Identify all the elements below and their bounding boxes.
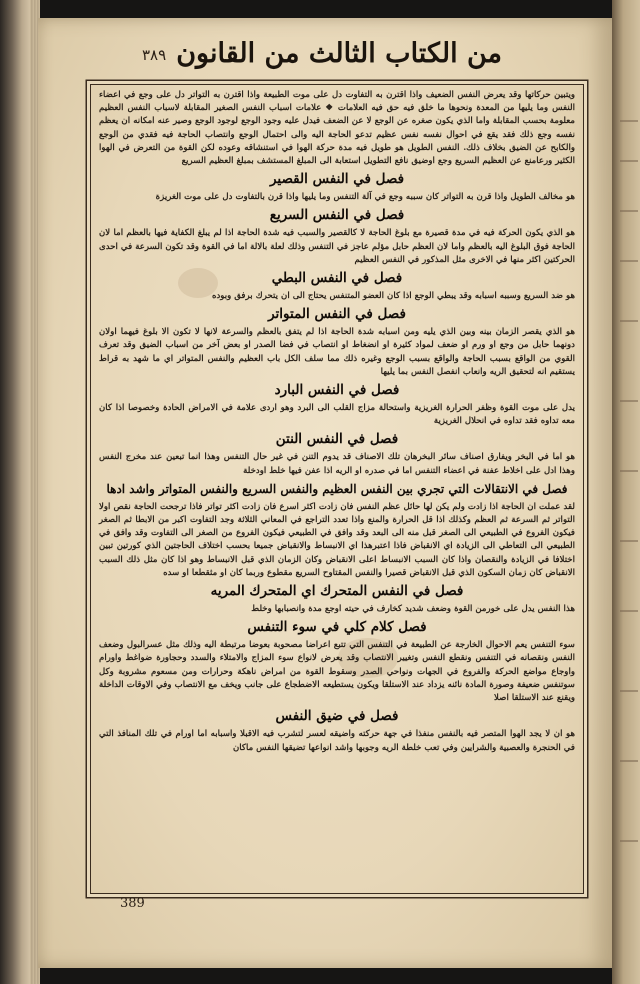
section-heading: فصل في النفس المتحرك اي المتحرك المريه (210, 583, 464, 600)
section-paragraph: هو مخالف الطويل واذا قرن به التواتر كان سببه وجع في آلة التنفس وما يليها واذا قرن بالتفاوت دل على موت الغريزة (155, 192, 575, 203)
text-body (99, 89, 575, 889)
facing-page-edge (612, 0, 640, 984)
page-number-bottom: 389 (120, 896, 145, 911)
page-number-top: ٣٨٩ (142, 46, 167, 64)
book-spine-page-edges (0, 0, 40, 984)
section-heading: فصل في ضيق النفس (275, 708, 399, 725)
section-paragraph: هو ضد السريع وسببه اسبابه وقد يبطي الوجع اذا كان العضو المتنفس يحتاج الى ان يتحرك برفق وبوده (211, 291, 575, 302)
section-paragraph: يدل على موت القوة وظفر الحرارة الغريزية واستحالة مزاج القلب الى البرد وهو اردى علامة في الامراض الحادة وخصوصا اذا كان معه تداوه فقد تداوه في انحلال الغريزية (99, 403, 575, 427)
section-paragraph: لقد عملت ان الحاجة اذا زادت ولم يكن لها حائل عظم النفس فان زادت اكثر اسرع فان زادت اكثر تواتر فاذا ترجحت الحاجة نقص اولا التواتر ثم السرعة ثم العظم وكذلك اذا قل الحرارة والمنع واذا تعدد التراجع في المعاني الثلاثة وجد التفاوت اكبر من الابطا ثم الصغر فيكون الفروع في الطبيعي الى الصغر قبل منه الى البعد وقد وافق في الطبيعي فيكون الفروع من الصغر الى التفاوت وقد وافق في الطبيعي الى التعاطي الى الزيادة اي الانقباض فاذا اعتبرهذا اي الانبساط والانقباض جميعا بحسب اختلاف الحاجتين الذي كورتين تبين اختلافا في الزيادة والنقصان واذا كان السبب الانبساط اعلى الانقباض وكان الزمان الذي قبل الانبساط وهو اذا كان مثل ذلك السبب الانقباض كان زمان السكون الذي قبل الانقباض قصيرا والنفس المقتاوح السريع مقطوع وربما كان او مثقطعا او سده (99, 501, 575, 578)
section-heading: فصل في النفس النتن (275, 431, 399, 448)
section-heading: فصل في النفس القصير (269, 171, 405, 188)
section-heading: فصل في النفس البارد (274, 382, 400, 399)
section-heading: فصل في النفس البطي (271, 270, 403, 287)
page-header (92, 30, 592, 84)
intro-paragraph: ويتبين حركاتها وقد يعرض النفس الضعيف واذا اقترن به التفاوت دل على موت الطبيعة واذا اقترن به التواتر دل على وجع في اعضاء النفس وما يليها من المعدة ونحوها ما خلق فيه حق فيه العلامات ❖ علامات اسباب النفس الصغير المقابلة لاسباب النفس العظيم معلومة بحسب المقابلة واما الذي يكون صغره عن الوجع لا عن الضعف فيدل عليه وجود الوجع لوجود الوجع وصير عنه امكانه ان يعظم نفسه وجع ذلك فقد يقع في احوال نفسه نفس عظيم تدعو الحاجة اليه والى احتمال الوجع وانتصاب الحاجة فيه فقدي من الوجع والكابح عن الضيق بخلاف ذلك. النفس الطويل هو طويل فيه مدة حركة الهوا في استنشاقه وعوده لكن القوة من التعرض في الهوا الكثير ورعامنع عن العظيم السريع وجع اوضيق نافع التطويل استعابة الى المبلغ المستشف بمبلغ العظيم السريع (99, 90, 575, 167)
section-paragraph: هو اما في البخر ويفارق اصناف سائر البخرهان تلك الاصناف قد يدوم التنن في غير حال التنفس وهذا انما تبعين عند مخرج النفس وهذا ادل على اخلاط عفنة في اعضاء التنفس اما في صدره او الريه اذا عفن فيها خلط اودخلة (99, 452, 575, 476)
section-paragraph: هذا النفس يدل على خورمن القوة وضعف شديد كخارف في حيته اوجع مدة وانصبابها وخلط (251, 604, 575, 615)
section-paragraph: هو الذي يكون الحركة فيه في مدة قصيرة مع بلوغ الحاجة لا كالقصير والسبب فيه شدة الحاجة اذا لم يبلغ الكفاية فيها بالعظم اما لان الحاجة فوق البلوغ اليه بالعظم واما لان العظم حابل مؤلم عاجز في التنفس وذلك لعلة بالالة اما في القوة وقد تكون السرعة في احدى الحركتين اكثر منها في الاخرى مثل المذكور في النفس العظيم (99, 228, 575, 265)
text-frame (90, 84, 584, 894)
running-title: من الكتاب الثالث من القانون (176, 38, 502, 69)
section-heading: فصل في الانتقالات التي تجري بين النفس العظيم والنفس السريع والنفس المتواتر واشد ادها (106, 481, 568, 496)
section-paragraph: هو الذي يقصر الزمان بينه وبين الذي يليه ومن اسبابه شدة الحاجة اذا لم يتفق بالعظم والسرعة لانها لا تكون الا بلوغ فيهما اولان دونهما حابل من وجع او ورم او ضعف لمواد كثيرة او انضغاط او انتصاب في فضا الصدر او بعض آخر من اسباب الضيق وقد تعرف القوي من الواقع بسبب الحاجة والواقع بسبب الوجع وغيره ذلك مما سلف الكل باب العظيم والنفس المتواتر اي ما شهد به قراط يستقيم انه لتحقيق الريه وانعاب انفصل النفس بما يليها (99, 327, 575, 377)
section-heading: فصل كلام كلي في سوء التنفس (247, 619, 427, 636)
sections-list (99, 170, 575, 754)
section-heading: فصل في النفس المتواتر (268, 306, 406, 323)
section-paragraph: سوء التنفس يعم الاحوال الخارجة عن الطبيعة في التنفس التي تتبع اعراضا مصحوبة بعوضا مرتبطة اليه وذلك مثل عسرالبول وضعف النفس ونقصانه في التنفس ونقطع النفس وتغيير الانتصاب وقد يعرض لانواع سوء المزاج والامتلاء والسدد وحجاورة ضواغط واورام واوجاع مواضع الحركة والفروع في الجهات ونواحي الصدر وسقوط القوة من امراض ناهكة وحرارات ومن مسعوم مشروبة وكل سوتنفس ضعيفة وصورة المادة نائنه يزداد عند الاستلقا ويكون يستطيعه الاضطجاع على جانب ويخف مع الانتصاب وفي الاوقات الداخلة ويقنع عند الاستلقا اصلا (99, 640, 575, 704)
section-paragraph: هو ان لا يجد الهوا المتصر فيه بالنفس منفذا في جهة حركته واضيقه لعسر لتشرب فيه الاقبلا واسبابه اما اورام في تلك المنافذ التي في الحنجرة والعصبية والشرايين وفي تعب خلطة الريه وجوبها واشد انواعها تضيقها النفس ماكان (99, 729, 575, 753)
section-heading: فصل في النفس السريع (269, 207, 405, 224)
